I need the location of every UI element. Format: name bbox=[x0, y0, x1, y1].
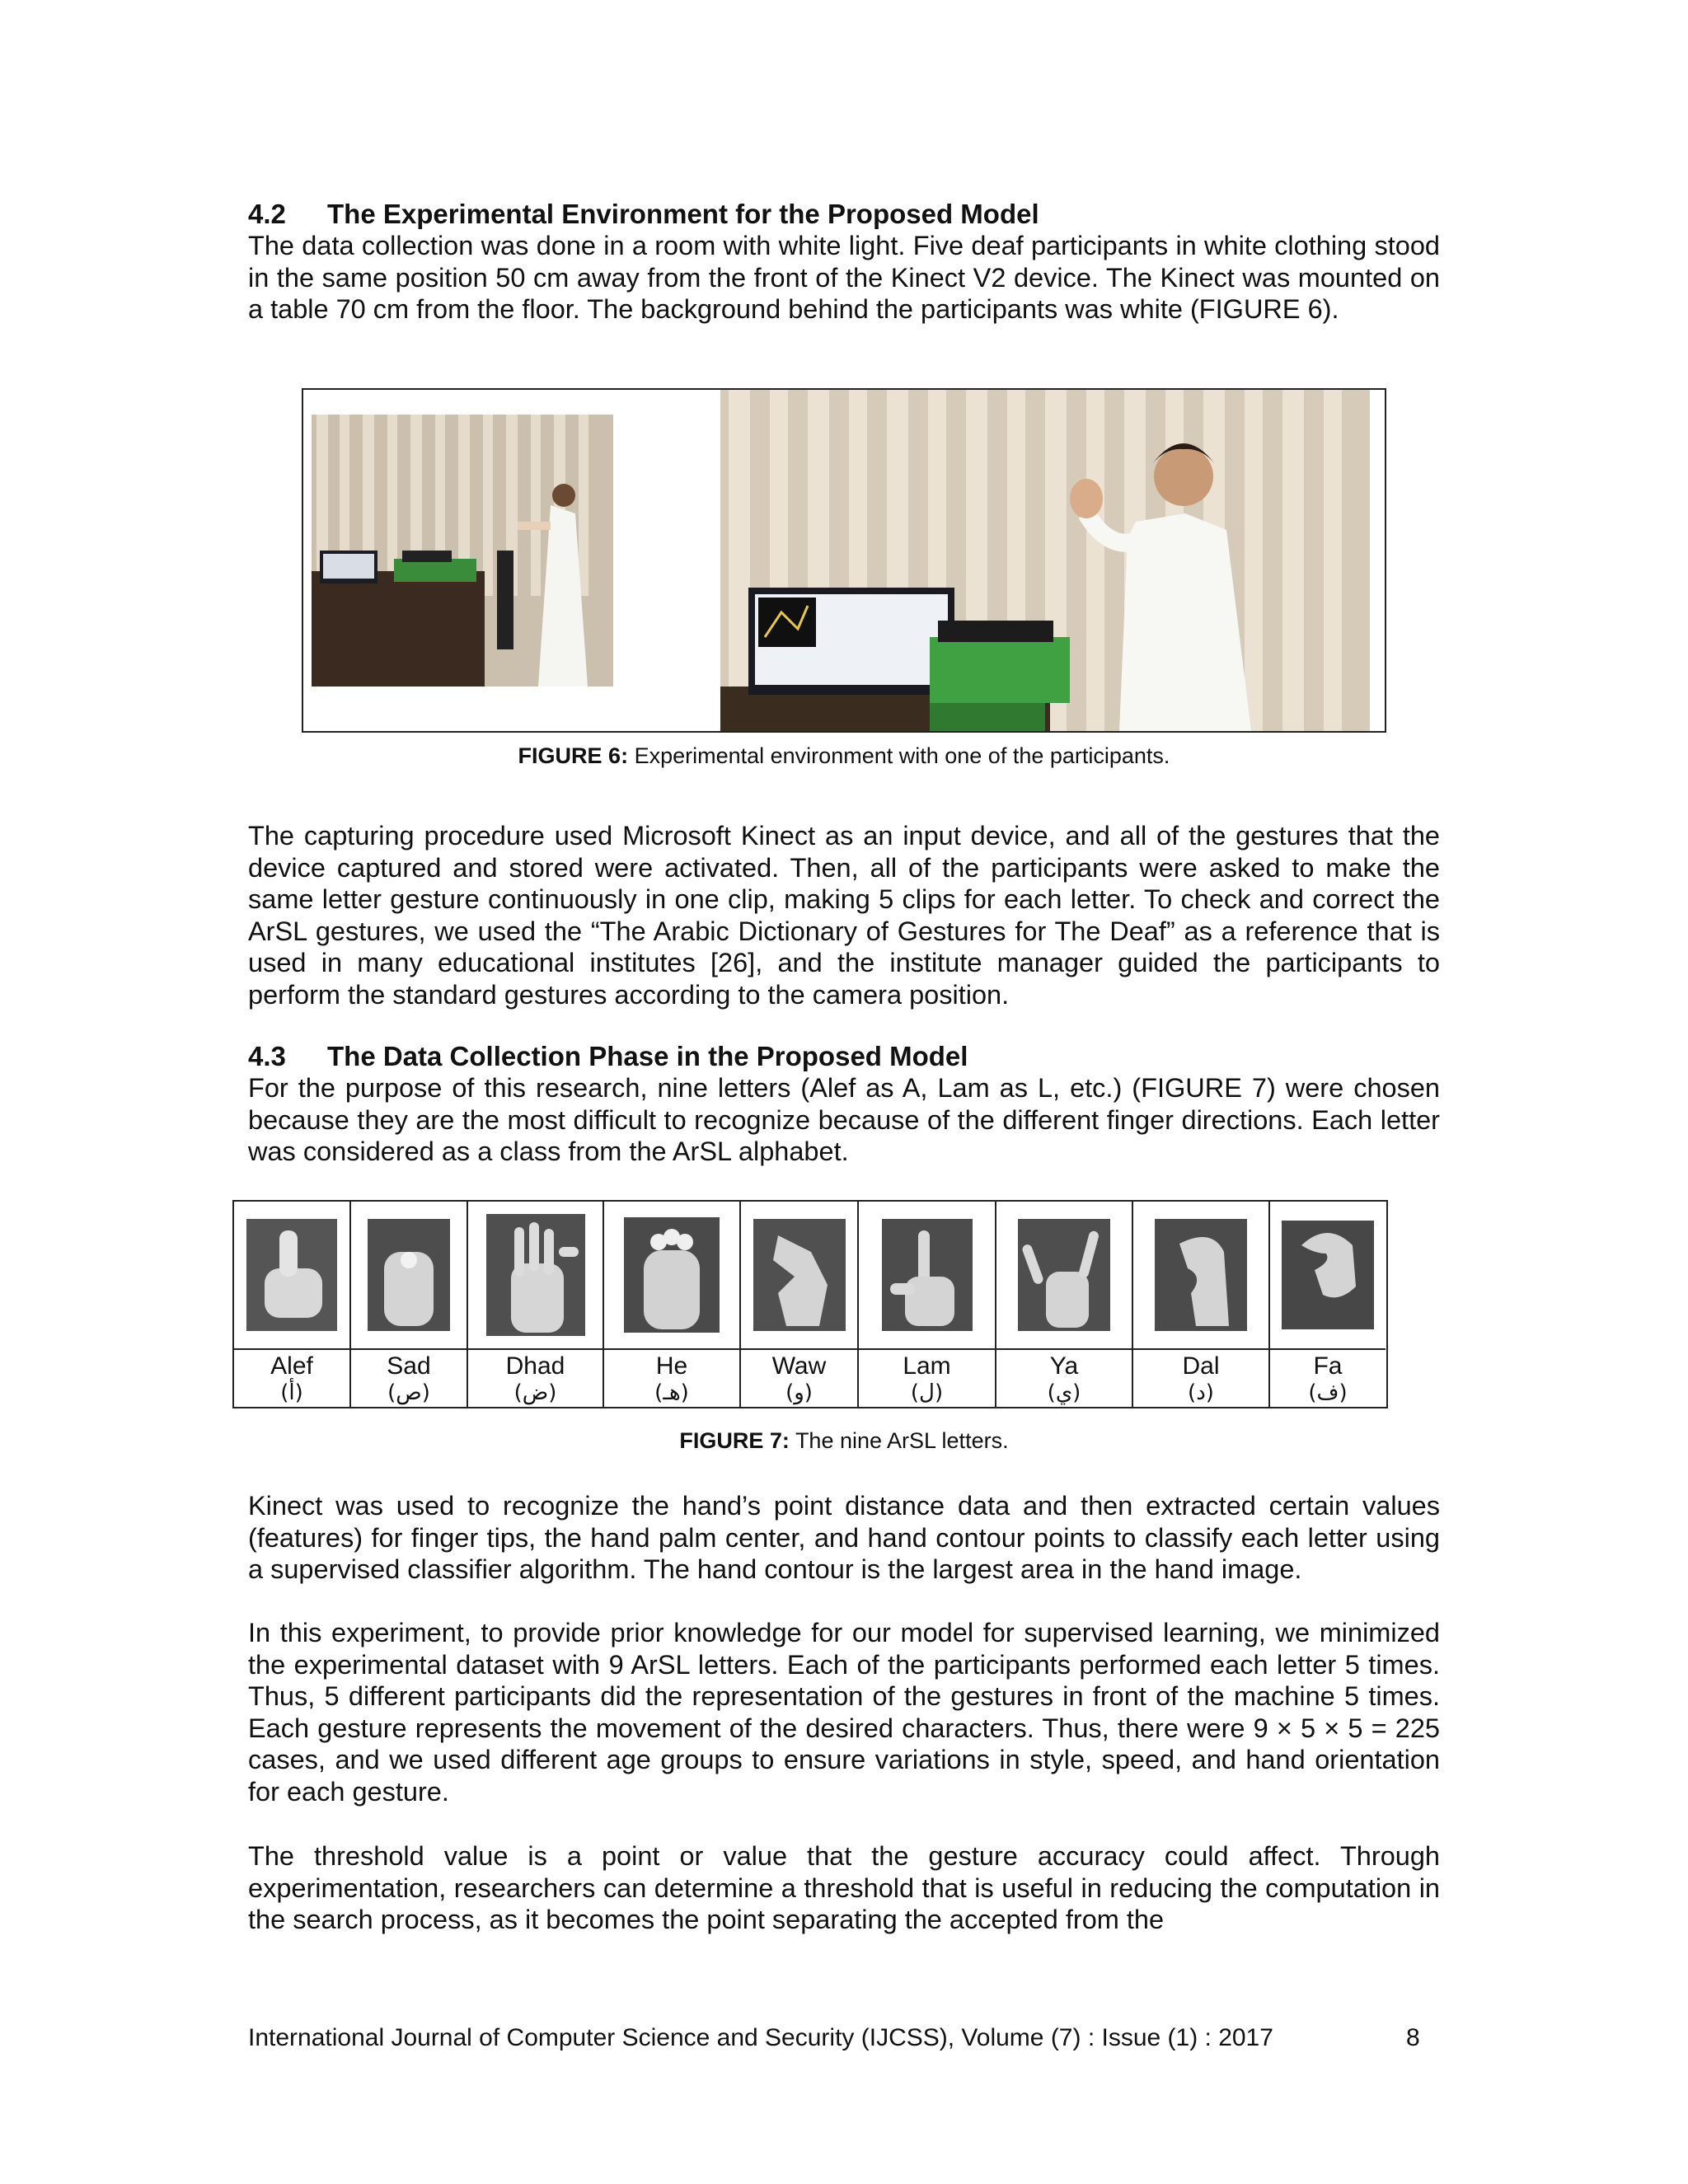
letter-cell-he bbox=[604, 1202, 741, 1407]
section-number: 4.3 bbox=[248, 1041, 286, 1071]
hand-image-he bbox=[604, 1202, 739, 1350]
kinect-paragraph: Kinect was used to recognize the hand’s point distance data and then extracted certain values (features) for finger tips, the hand palm center, and hand contour points to classify each letter using a supervised classifier algorithm. The hand contour is the largest area in the hand image. bbox=[248, 1491, 1440, 1584]
letter-arabic: (ي) bbox=[1047, 1380, 1081, 1405]
letter-arabic: (ف) bbox=[1308, 1380, 1348, 1405]
figure-7-table bbox=[232, 1200, 1388, 1408]
letter-arabic: (هـ) bbox=[654, 1380, 689, 1405]
letter-name: Ya bbox=[1049, 1352, 1079, 1380]
letter-cell-alef bbox=[234, 1202, 351, 1407]
section-number: 4.2 bbox=[248, 199, 286, 229]
hand-image-lam bbox=[859, 1202, 995, 1350]
hand-image-fa bbox=[1270, 1202, 1386, 1350]
page-number: 8 bbox=[1406, 2024, 1420, 2051]
section-title: The Data Collection Phase in the Proposed Model bbox=[327, 1041, 968, 1071]
right-photo bbox=[720, 390, 1370, 731]
letter-cell-ya bbox=[996, 1202, 1133, 1407]
figure-7-caption bbox=[0, 1428, 1688, 1454]
letter-cell-lam bbox=[859, 1202, 996, 1407]
figure-6-photo bbox=[302, 388, 1386, 733]
letter-name: Waw bbox=[771, 1352, 827, 1380]
letter-name: Fa bbox=[1313, 1352, 1343, 1380]
letter-cell-sad bbox=[351, 1202, 468, 1407]
hand-image-dal bbox=[1133, 1202, 1268, 1350]
experiment-paragraph: In this experiment, to provide prior knowledge for our model for supervised learning, we minimized the experimental dataset with 9 ArSL letters. Each of the participants performed each letter 5 times. Thus, 5 different participants did the representation of the gestures in front of the machine 5 times. Each gesture represents the movement of the desired characters. Thus, there were 9 × 5 × 5 = 225 cases, and we used different age groups to ensure variations in style, speed, and hand orientation for each gesture. bbox=[248, 1618, 1440, 1807]
letter-name: He bbox=[655, 1352, 688, 1380]
journal-footer: International Journal of Computer Science and Security (IJCSS), Volume (7) : Issue (1) : 2017 bbox=[248, 2024, 1273, 2051]
letter-arabic: (ل) bbox=[910, 1380, 944, 1405]
letter-arabic: (د) bbox=[1188, 1380, 1214, 1405]
letter-name: Alef bbox=[270, 1352, 313, 1380]
letter-arabic: (ص) bbox=[387, 1380, 430, 1405]
section-4-3-heading bbox=[248, 1041, 968, 1072]
figure-6-label: FIGURE 6: bbox=[518, 743, 629, 768]
section-4-3-body: For the purpose of this research, nine letters (Alef as A, Lam as L, etc.) (FIGURE 7) were chosen because they are the most difficult to recognize because of the different finger directions. Each letter was considered as a class from the ArSL alphabet. bbox=[248, 1073, 1440, 1166]
section-4-2-body: The data collection was done in a room with white light. Five deaf participants in white clothing stood in the same position 50 cm away from the front of the Kinect V2 device. The Kinect was mounted on a table 70 cm from the floor. The background behind the participants was white (FIGURE 6). bbox=[248, 231, 1440, 324]
letter-name: Dhad bbox=[505, 1352, 565, 1380]
letter-name: Lam bbox=[903, 1352, 951, 1380]
hand-image-waw bbox=[741, 1202, 857, 1350]
figure-7-label: FIGURE 7: bbox=[679, 1428, 790, 1453]
letter-name: Sad bbox=[387, 1352, 431, 1380]
figure-7-caption-text: The nine ArSL letters. bbox=[795, 1428, 1009, 1453]
threshold-paragraph: The threshold value is a point or value that the gesture accuracy could affect. Through experimentation, researchers can determine a threshold that is useful in reducing the computation in the search process, as it becomes the point separating the accepted from the bbox=[248, 1841, 1440, 1934]
letter-cell-waw bbox=[741, 1202, 859, 1407]
left-photo bbox=[312, 415, 613, 687]
letter-arabic: (أ) bbox=[280, 1380, 303, 1405]
hand-image-dhad bbox=[468, 1202, 603, 1350]
letter-cell-fa bbox=[1270, 1202, 1386, 1407]
experimental-environment-photo bbox=[303, 390, 1385, 731]
section-title: The Experimental Environment for the Proposed Model bbox=[327, 199, 1039, 229]
hand-image-sad bbox=[351, 1202, 467, 1350]
section-4-2-heading bbox=[248, 199, 1039, 230]
figure-6-caption-text: Experimental environment with one of the participants. bbox=[634, 743, 1170, 768]
letter-arabic: (ض) bbox=[513, 1380, 557, 1405]
figure-6-caption bbox=[0, 743, 1688, 769]
letter-cell-dhad bbox=[468, 1202, 604, 1407]
capture-paragraph: The capturing procedure used Microsoft Kinect as an input device, and all of the gestures that the device captured and stored were activated. Then, all of the participants were asked to make the same letter gesture continuously in one clip, making 5 clips for each letter. To check and correct the ArSL gestures, we used the “The Arabic Dictionary of Gestures for The Deaf” as a reference that is used in many educational institutes [26], and the institute manager guided the participants to perform the standard gestures according to the camera position. bbox=[248, 821, 1440, 1010]
letter-name: Dal bbox=[1182, 1352, 1220, 1380]
letter-arabic: (و) bbox=[785, 1380, 813, 1405]
hand-image-ya bbox=[996, 1202, 1132, 1350]
hand-image-alef bbox=[234, 1202, 349, 1350]
letter-cell-dal bbox=[1133, 1202, 1270, 1407]
